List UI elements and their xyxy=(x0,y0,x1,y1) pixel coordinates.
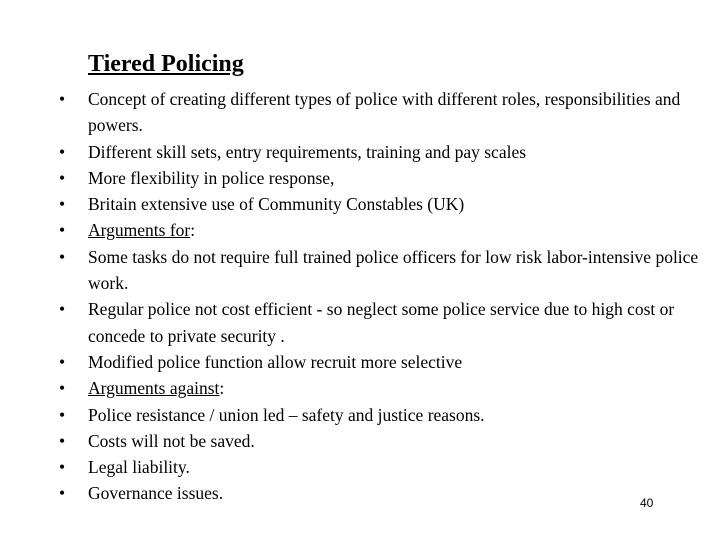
bullet-item xyxy=(59,165,699,191)
bullet-icon: • xyxy=(59,141,66,162)
bullet-icon: • xyxy=(59,457,66,478)
arguments-against-heading: Arguments against xyxy=(88,378,220,399)
bullet-item xyxy=(59,296,699,349)
bullet-item xyxy=(59,480,699,506)
bullet-icon: • xyxy=(59,167,66,188)
bullet-list xyxy=(59,86,699,507)
bullet-text: Some tasks do not require full trained police officers for low risk labor-intensive police work. xyxy=(88,246,699,294)
page-number: 40 xyxy=(640,496,654,510)
bullet-icon: • xyxy=(59,220,66,241)
bullet-icon: • xyxy=(59,299,66,320)
bullet-text: Police resistance / union led – safety and justice reasons. xyxy=(88,404,485,425)
bullet-item xyxy=(59,428,699,454)
bullet-text: Britain extensive use of Community Constables (UK) xyxy=(88,194,465,215)
bullet-item xyxy=(59,244,699,297)
bullet-item xyxy=(59,454,699,480)
bullet-text xyxy=(88,217,699,243)
bullet-icon: • xyxy=(59,351,66,372)
arguments-for-heading: Arguments for xyxy=(88,220,191,241)
bullet-text: Legal liability. xyxy=(88,457,190,478)
bullet-item xyxy=(59,217,699,243)
bullet-text: Costs will not be saved. xyxy=(88,430,255,451)
slide-title: Tiered Policing xyxy=(88,51,244,77)
heading-colon: : xyxy=(190,220,196,241)
bullet-item xyxy=(59,191,699,217)
heading-colon: : xyxy=(219,378,225,399)
bullet-item xyxy=(59,349,699,375)
bullet-item xyxy=(59,139,699,165)
bullet-icon: • xyxy=(59,89,66,109)
bullet-icon: • xyxy=(59,246,66,267)
bullet-icon: • xyxy=(59,430,66,451)
bullet-text: Regular police not cost efficient - so neglect some police service due to high cost or concede to private security . xyxy=(88,299,675,346)
bullet-icon: • xyxy=(59,378,66,399)
bullet-item xyxy=(59,375,699,401)
bullet-text xyxy=(88,375,699,401)
bullet-item xyxy=(59,86,699,139)
bullet-text: Concept of creating different types of police with different roles, responsibilities and powers. xyxy=(88,89,681,136)
bullet-text: Different skill sets, entry requirements, training and pay scales xyxy=(88,141,527,162)
bullet-icon: • xyxy=(59,483,66,504)
bullet-icon: • xyxy=(59,404,66,425)
bullet-text: Modified police function allow recruit more selective xyxy=(88,351,463,372)
bullet-icon: • xyxy=(59,194,66,215)
bullet-text: More flexibility in police response, xyxy=(88,167,335,188)
bullet-item xyxy=(59,402,699,428)
bullet-text: Governance issues. xyxy=(88,483,224,504)
